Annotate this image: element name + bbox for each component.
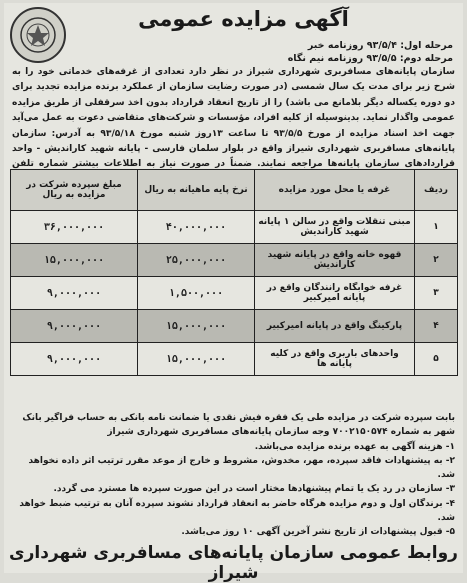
row-number: ۲: [415, 244, 458, 277]
auction-table: [10, 169, 458, 376]
row-deposit: ۹,۰۰۰,۰۰۰: [11, 310, 138, 343]
header-description: غرفه یا محل مورد مزایده: [255, 170, 415, 211]
emblem-icon: [18, 15, 58, 55]
header-row-no: ردیف: [415, 170, 458, 211]
municipality-logo: [10, 7, 66, 63]
row-description: پارکینگ واقع در پایانه امیرکبیر: [255, 310, 415, 343]
row-number: ۵: [415, 343, 458, 376]
table-row: [11, 244, 458, 277]
note-item: ۴- برندگان اول و دوم مزایده هرگاه حاضر به انعقاد قرارداد نشوند سپرده آنان به ترتیب ضبط خواهد شد.: [19, 498, 455, 524]
note-item: ۲- به پیشنهادات فاقد سپرده، مهر، مخدوش، مشروط و خارج از موعد مقرر ترتیب اثر داده نخواهد شد.: [28, 455, 455, 481]
notice-page: [4, 3, 463, 583]
row-description: غرفه خوابگاه رانندگان واقع در پایانه امیرکبیر: [255, 277, 415, 310]
note-item: ۱- هزینه آگهی به عهده برنده مزایده می‌باشد.: [254, 441, 455, 452]
row-base-rate: ۱,۵۰۰,۰۰۰: [138, 277, 255, 310]
row-base-rate: ۱۵,۰۰۰,۰۰۰: [138, 310, 255, 343]
row-deposit: ۹,۰۰۰,۰۰۰: [11, 277, 138, 310]
stage-second: مرحله دوم: ۹۳/۵/۵ روزنامه نیم نگاه: [287, 53, 453, 64]
table-row: [11, 211, 458, 244]
note-item: ۳- سازمان در رد یک یا تمام پیشنهادها مختار است در این صورت سپرده ها مسترد می گردد.: [53, 484, 455, 495]
table-row: [11, 277, 458, 310]
public-relations-signature: روابط عمومی سازمان پایانه‌های مسافربری شهرداری شیراز: [9, 543, 458, 583]
row-number: ۴: [415, 310, 458, 343]
note-item: ۵- قبول پیشنهادات از تاریخ نشر آخرین آگهی ۱۰ روز می‌باشد.: [181, 527, 455, 538]
table-row: [11, 343, 458, 376]
row-deposit: ۳۶,۰۰۰,۰۰۰: [11, 211, 138, 244]
notice-title: آگهی مزایده عمومی: [138, 7, 349, 31]
notes-section: [12, 411, 455, 540]
row-deposit: ۹,۰۰۰,۰۰۰: [11, 343, 138, 376]
header-base-rate: نرخ پایه ماهیانه به ریال: [138, 170, 255, 211]
row-number: ۱: [415, 211, 458, 244]
row-base-rate: ۲۵,۰۰۰,۰۰۰: [138, 244, 255, 277]
row-description: قهوه خانه واقع در پایانه شهید کاراندیش: [255, 244, 415, 277]
table-header-row: [11, 170, 458, 211]
note-deposit-account: بابت سپرده شرکت در مزایده طی یک فقره فیش نقدی یا ضمانت نامه بانکی به حساب فراگیر بانک شهر به شماره ۷۰۰۲۱۵۰۵۷۴ وجه سازمان پایانه‌های مسافربری شهرداری شیراز: [22, 413, 455, 438]
row-description: مبنی تنقلات واقع در سالن ۱ پایانه شهید کاراندیش: [255, 211, 415, 244]
header-deposit: مبلغ سپرده شرکت در مزایده به ریال: [11, 170, 138, 211]
row-deposit: ۱۵,۰۰۰,۰۰۰: [11, 244, 138, 277]
table-row: [11, 310, 458, 343]
publication-stages: [288, 39, 453, 65]
row-description: واحدهای باربری واقع در کلیه پایانه ها: [255, 343, 415, 376]
row-base-rate: ۴۰,۰۰۰,۰۰۰: [138, 211, 255, 244]
row-base-rate: ۱۵,۰۰۰,۰۰۰: [138, 343, 255, 376]
row-number: ۳: [415, 277, 458, 310]
stage-first: مرحله اول: ۹۳/۵/۴ روزنامه خبر: [307, 40, 453, 51]
intro-paragraph: سازمان پایانه‌های مسافربری شهرداری شیراز در نظر دارد تعدادی از غرفه‌های خدماتی خود را به شرح زیر برای مدت یک سال شمسی (در صورت رضایت سازمان از عملکرد برنده مزایده تجدید برای دو دوره یکساله دیگر بلامانع می باشد) را از تاریخ انعقاد قرارداد بدون اخذ سرقفلی از طریق مزایده عمومی واگذار نماید. بدینوسیله از کلیه افراد، مؤسسات و شرکت‌های متقاضی دعوت به عمل می‌آید جهت اخذ اسناد مزایده از مورخ ۹۳/۵/۵ تا ساعت ۱۳روز شنبه مورخ ۹۳/۵/۱۸ به آدرس: سازمان پایانه‌های مسافربری شهرداری شیراز واقع در بلوار سلمان فارسی - پایانه شهید کاراندیش - واحد قراردادهای سازمان پایانه‌ها مراجعه نمایند. ضمناً در صورت نیاز به اطلاعات بیشتر شماره تلفن: [12, 67, 455, 170]
